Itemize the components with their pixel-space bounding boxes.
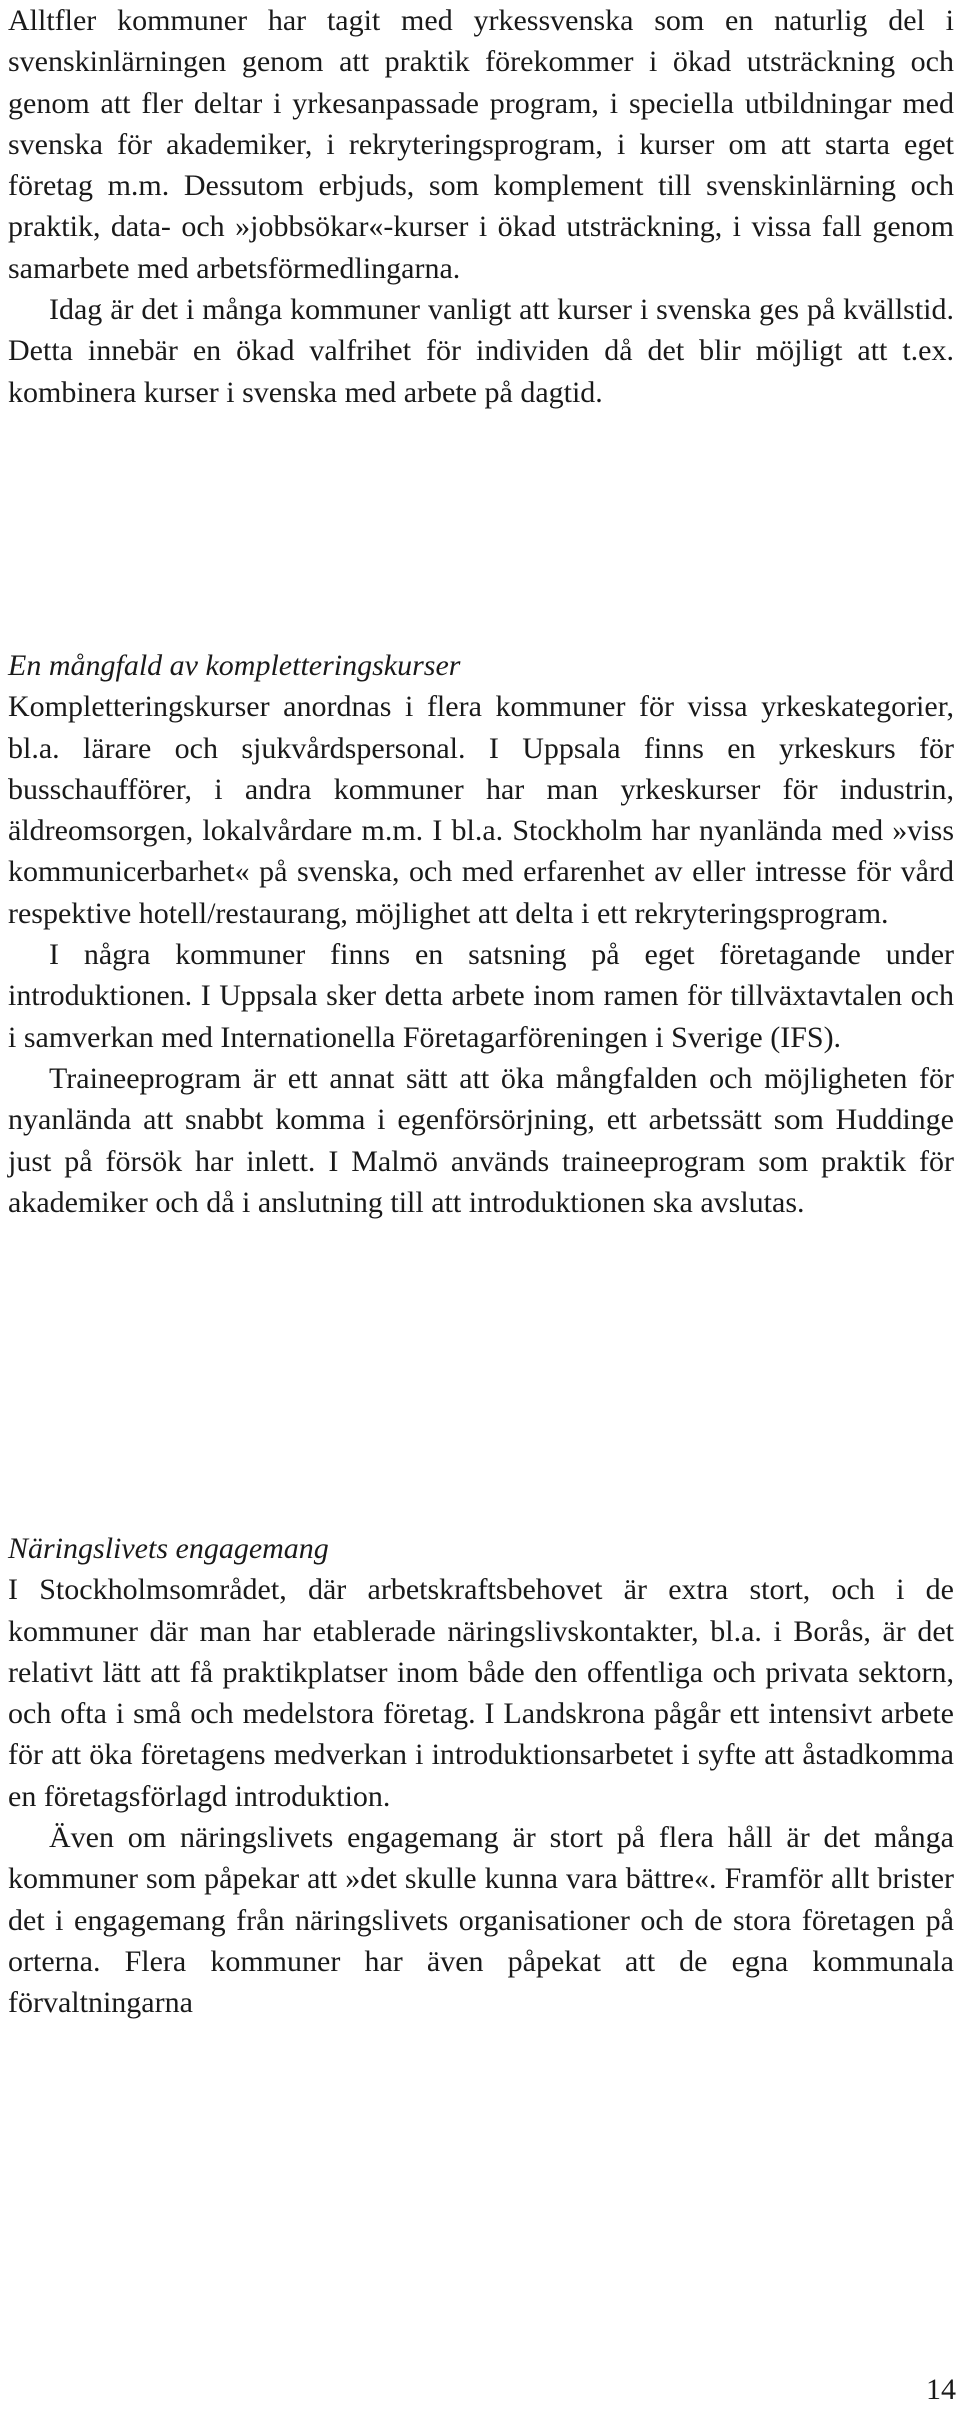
komplettering-paragraph-2: I några kommuner finns en satsning på eget företagande under introduktionen. I Uppsala sker detta arbete inom ramen för tillväxtavtalen och i samverkan med Internationella Företagarföreningen i Sverige (IFS). <box>8 938 954 1054</box>
intro-section <box>8 0 954 413</box>
komplettering-paragraph-3: Traineeprogram är ett annat sätt att öka mångfalden och möjligheten för nyanlända att snabbt komma i egenförsörjning, ett arbetssätt som Huddinge just på försök har inlett. I Malmö används traineeprogram som praktik för akademiker och då i anslutning till att introduktionen ska avslutas. <box>8 1061 954 1219</box>
intro-paragraph-2: Idag är det i många kommuner vanligt att kurser i svenska ges på kvällstid. Detta innebär en ökad valfrihet för individen då det blir möjligt att t.ex. kombinera kurser i svenska med arbete på dagtid. <box>8 293 954 409</box>
naringsliv-paragraph-2: Även om näringslivets engagemang är stort på flera håll är det många kommuner som påpekar att »det skulle kunna vara bättre«. Framför allt brister det i engagemang från näringslivets organisationer och de stora företagen på orterna. Flera kommuner har även påpekat att de egna kommunala förvaltningarna <box>8 1821 954 2020</box>
section-heading-kompletteringskurser: En mångfald av kompletteringskurser <box>8 649 461 682</box>
kompletteringskurser-section <box>8 645 954 1223</box>
naringsliv-paragraph-1: I Stockholmsområdet, där arbetskraftsbehovet är extra stort, och i de kommuner där man har etablerade näringslivskontakter, bl.a. i Borås, är det relativt lätt att få praktikplatser inom både den offentliga och privata sektorn, och ofta i små och medelstora företag. I Landskrona pågår ett intensivt arbete för att öka företagens medverkan i introduktionsarbetet i syfte att åstadkomma en företagsförlagd introduktion. <box>8 1573 954 1813</box>
intro-paragraph-1: Alltfler kommuner har tagit med yrkessvenska som en naturlig del i svenskinlärningen genom att praktik förekommer i ökad utsträckning och genom att fler deltar i yrkesanpassade program, i speciella utbildningar med svenska för akademiker, i rekryteringsprogram, i kurser om att starta eget företag m.m. Dessutom erbjuds, som komplement till svenskinlärning och praktik, data- och »jobbsökar«-kurser i ökad utsträckning, i vissa fall genom samarbete med arbetsförmedlingarna. <box>8 4 954 285</box>
section-heading-naringslivets-engagemang: Näringslivets engagemang <box>8 1532 329 1565</box>
page-number: 14 <box>926 2373 956 2406</box>
komplettering-paragraph-1: Kompletteringskurser anordnas i flera kommuner för vissa yrkeskategorier, bl.a. lärare och sjukvårdspersonal. I Uppsala finns en yrkeskurs för busschaufförer, i andra kommuner har man yrkeskurser för industrin, äldreomsorgen, lokalvårdare m.m. I bl.a. Stockholm har nyanlända med »viss kommunicerbarhet« på svenska, och med erfarenhet av eller intresse för vård respektive hotell/restaurang, möjlighet att delta i ett rekryteringsprogram. <box>8 690 954 930</box>
naringslivets-engagemang-section <box>8 1528 954 2024</box>
